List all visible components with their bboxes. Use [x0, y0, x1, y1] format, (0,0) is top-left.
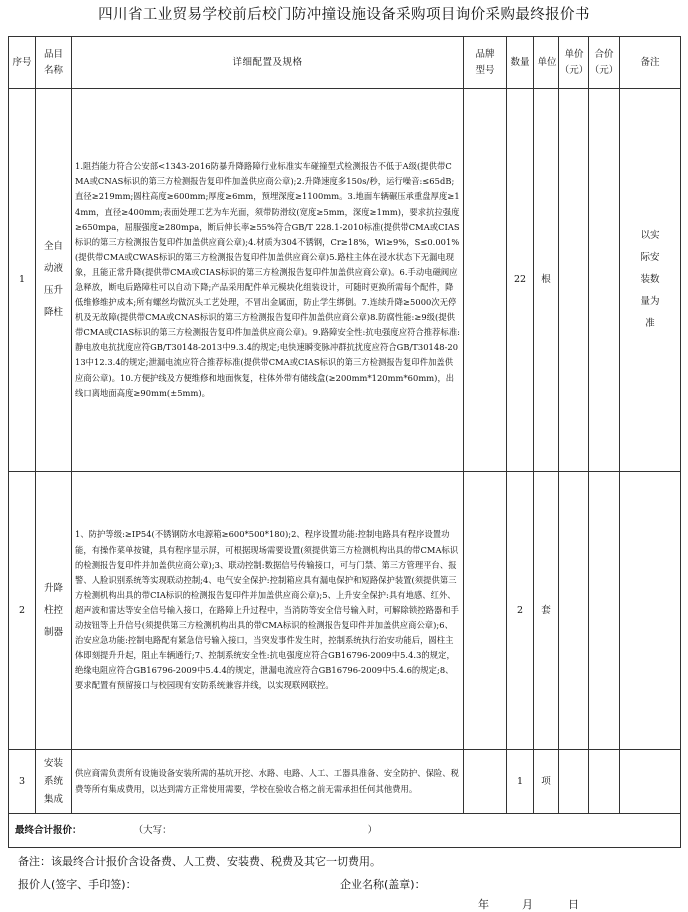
row-total	[589, 89, 620, 472]
final-total-row	[9, 814, 681, 848]
row-remark	[620, 750, 681, 814]
row-qty: 1	[507, 750, 534, 814]
final-total-label: 最终合计报价：	[15, 824, 82, 836]
final-total-cell	[9, 814, 681, 848]
row-no: 1	[9, 89, 36, 472]
table-header-row	[9, 37, 681, 89]
row-unit: 套	[534, 472, 559, 750]
row-qty: 22	[507, 89, 534, 472]
row-price	[559, 89, 589, 472]
row-unit: 项	[534, 750, 559, 814]
row-price	[559, 472, 589, 750]
date-day: 日	[568, 898, 579, 911]
table-row	[9, 472, 681, 750]
header-price: 单价（元）	[559, 37, 589, 89]
row-spec: 1、防护等级:≥IP54(不锈钢防水电源箱≥600*500*180);2、程序设置功能:控制电路具有程序设置功能，有操作菜单按键，具有程序显示屏，可根据现场需要设置(须提供第三方检测机构出具的带CMA标识的检测报告复印件并加盖供应商公章);3、联动控制:数据信号传输接口，可与门禁、第三方管理平台、报警、人脸识别系统等实现联动控制;4、电气安全保护:控制箱应具有漏电保护和短路保护装置(须提供第三方检测机构出具的带CIA标识的检测报告复印件并加盖供应商公章);5、上升安全保护:具有地感、红外、超声波和雷达等安全信号输入接口，在路障上升过程中，当消防等安全信号输入时，可解除锁控路器和手动按钮等上升信号(须提供第三方检测机构出具的带CMA标识的检测报告复印件并加盖供应商公章);6、治安应急功能:控制电路配有紧急信号输入接口，当突发事件发生时，控制系统执行治安功能后，圆柱主体即刻提升升起，阻止车辆通行;7、控制系统安全性:抗电强度应符合GB16796-2009中5.4.3的规定，绝缘电阻应符合GB16796-2009中5.4.4的规定，泄漏电流应符合GB16796-2009中5.4.6的规定;8、要求配置有预留接口与校园现有安防系统兼容并线，以实现联网联控。	[72, 472, 464, 750]
header-no: 序号	[9, 37, 36, 89]
row-remark	[620, 472, 681, 750]
row-qty: 2	[507, 472, 534, 750]
row-item-name: 全自动液压升降柱	[36, 89, 72, 472]
header-qty: 数量	[507, 37, 534, 89]
row-remark: 以实际安装数量为准	[620, 89, 681, 472]
signer-label: 报价人(签字、手印签)：	[18, 878, 137, 891]
table-row	[9, 750, 681, 814]
company-label: 企业名称(盖章)：	[340, 878, 426, 891]
capital-amount-close: ）	[367, 824, 378, 836]
capital-amount-label: （大写：	[133, 824, 172, 836]
header-name: 品目名称	[36, 37, 72, 89]
document-title: 四川省工业贸易学校前后校门防冲撞设施设备采购项目询价采购最终报价书	[98, 7, 590, 23]
row-total	[589, 750, 620, 814]
header-remark: 备注	[620, 37, 681, 89]
date-month: 月	[522, 898, 533, 911]
row-spec: 供应商需负责所有设施设备安装所需的基坑开挖、水路、电路、人工、工器具准备、安全防护、保险、税费等所有集成费用，以达到需方正常使用需要，学校在验收合格之前无需承担任何其他费用。	[72, 750, 464, 814]
row-item-name: 升降柱控制器	[36, 472, 72, 750]
row-no: 3	[9, 750, 36, 814]
row-brand	[464, 472, 507, 750]
footer-note: 备注：该最终合计报价含设备费、人工费、安装费、税费及其它一切费用。	[18, 855, 381, 868]
table-row	[9, 89, 681, 472]
quote-table	[8, 36, 681, 848]
row-spec: 1.阻挡能力符合公安部<1343-2016防暴升降路障行业标准实车碰撞型式检测报告不低于A级(提供带CMA或CNAS标识的第三方检测报告复印件加盖供应商公章);2.升降速度多150s/秒，运行噪音:≤65dB;直径≥219mm;圆柱高度≥600mm;厚度≥6mm，预埋深度≥1100mm。3.地面车辆碾压承重盘厚度≥14mm，直径≥400mm;表面处理工艺为车光面，须带防滑纹(宽度≥5mm，深度≥1mm)，要求抗拉强度≥650mpa，屈服强度≥280mpa，断后伸长率≥55%符合GB/T 228.1-2010标准(提供带CMA或CIAS标识的第三方检测报告复印件加盖供应商公章);4.材质为304不锈钢，Cr≥18%，Wi≥9%，S≤0.001%(提供带CMA或CWAS标识的第三方检测报告复印件加盖供应商公章)5.路柱主体在浸水状态下无漏电现象，且能正常升降(提供带CMA或CIAS标识的第三方检测报告复印件加盖供应商公章)。6.手动电磁阀应急释放，断电后路障柱可以自动下降;产品采用配件单元模块化组装设计，可随时更换所需每个配件，降低维修维护成本;所有螺丝均做沉头工艺处理，不冒出金属面，防止学生绑倒。7.连续升降≥5000次无停机及无故障(提供带CMA或CNAS标识的第三方检测报告复印件加盖供应商公章)8.防腐性能:≥9级(提供带CMA或CIAS标识的第三方检测报告复印件加盖供应商公章)。9.路障安全性:抗电强度应符合推荐标准:静电放电抗扰度应符GB/T30148-2013中9.3.4的规定;电快速瞬变脉冲群抗扰度应符合GB/T30148-2013中12.3.4的规定;泄漏电流应符合推荐标准(提供带CMA或CIAS标识的第三方检测报告复印件加盖供应商公章)。10.方便护线及方便维修和地面恢复，柱体外带有储线盒(≥200mm*120mm*60mm)，出线口离地面高度≥90mm(±5mm)。	[72, 89, 464, 472]
header-total: 合价（元）	[589, 37, 620, 89]
row-price	[559, 750, 589, 814]
row-total	[589, 472, 620, 750]
date-year: 年	[478, 898, 489, 911]
row-brand	[464, 750, 507, 814]
header-unit: 单位	[534, 37, 559, 89]
header-spec: 详细配置及规格	[72, 37, 464, 89]
row-brand	[464, 89, 507, 472]
header-brand: 品牌型号	[464, 37, 507, 89]
row-item-name: 安装系统集成	[36, 750, 72, 814]
row-no: 2	[9, 472, 36, 750]
row-unit: 根	[534, 89, 559, 472]
